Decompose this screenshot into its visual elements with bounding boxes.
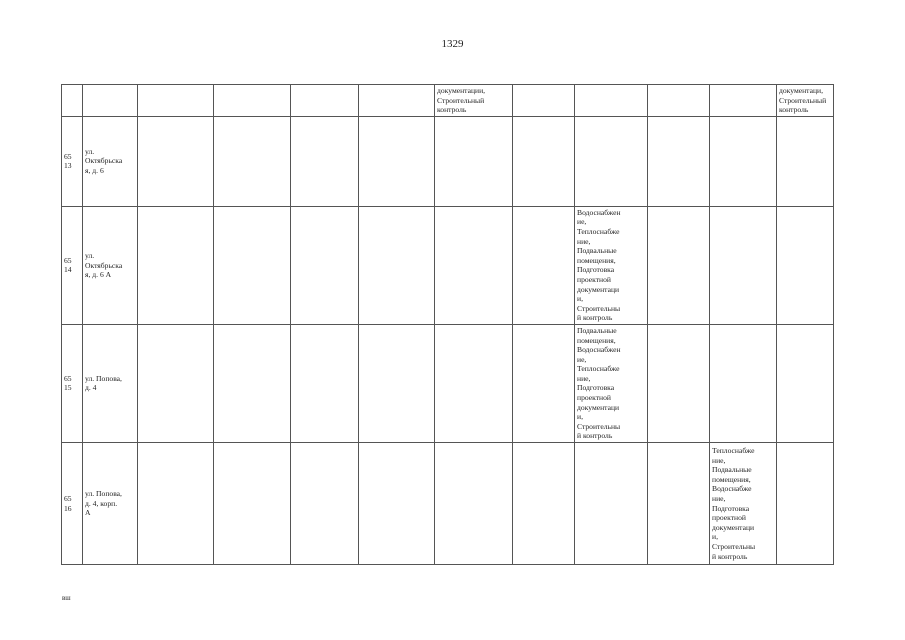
data-cell xyxy=(435,206,513,324)
row-number-cell xyxy=(62,324,83,442)
data-cell xyxy=(513,324,575,442)
data-cell xyxy=(214,116,291,206)
row-number-cell xyxy=(62,443,83,565)
data-cell xyxy=(138,443,214,565)
row-number-cell-text: 65 16 xyxy=(64,493,72,513)
data-cell xyxy=(777,85,834,117)
data-cell xyxy=(575,116,648,206)
row-number-cell xyxy=(62,116,83,206)
data-cell xyxy=(359,443,435,565)
data-cell xyxy=(138,206,214,324)
data-cell xyxy=(575,443,648,565)
data-cell-text: Подвальные помещения, Водоснабжен ие, Теплоснабже ние, Подготовка проектной документаци и, Строительны й контроль xyxy=(577,325,621,441)
data-cell xyxy=(435,85,513,117)
data-cell xyxy=(291,116,359,206)
data-cell xyxy=(214,206,291,324)
data-cell xyxy=(513,116,575,206)
row-number-cell-text: 65 13 xyxy=(64,151,72,171)
data-cell xyxy=(291,443,359,565)
data-cell xyxy=(214,443,291,565)
data-cell xyxy=(710,443,777,565)
address-cell xyxy=(83,116,138,206)
data-cell xyxy=(575,206,648,324)
row-number-cell xyxy=(62,206,83,324)
table-row xyxy=(62,85,834,117)
data-cell-text: документаци, Строительный контроль xyxy=(779,86,827,115)
page-number: 1329 xyxy=(441,38,464,50)
data-cell xyxy=(359,206,435,324)
address-cell xyxy=(83,443,138,565)
data-cell xyxy=(777,324,834,442)
address-cell-text: ул. Октябрьска я, д. 6 xyxy=(85,146,123,176)
row-number-cell-text: 65 14 xyxy=(64,255,72,275)
data-cell xyxy=(435,116,513,206)
data-cell xyxy=(359,324,435,442)
data-cell xyxy=(710,85,777,117)
data-cell-text: Теплоснабже ние, Подвальные помещения, Водоснабже ние, Подготовка проектной документаци и, Строительны й контроль xyxy=(712,445,756,561)
data-cell xyxy=(138,116,214,206)
address-cell xyxy=(83,85,138,117)
data-cell xyxy=(710,116,777,206)
data-cell xyxy=(648,443,710,565)
data-cell xyxy=(513,85,575,117)
address-cell-text: ул. Попова, д. 4 xyxy=(85,373,122,393)
data-cell xyxy=(513,443,575,565)
data-cell xyxy=(291,85,359,117)
data-cell xyxy=(777,206,834,324)
data-cell xyxy=(214,85,291,117)
data-cell xyxy=(777,116,834,206)
data-cell xyxy=(777,443,834,565)
address-cell xyxy=(83,206,138,324)
data-cell xyxy=(648,116,710,206)
data-cell xyxy=(710,324,777,442)
data-cell xyxy=(575,85,648,117)
row-number-cell-text: 65 15 xyxy=(64,373,72,393)
data-cell xyxy=(648,206,710,324)
table-row xyxy=(62,116,834,206)
footer-mark: вш xyxy=(62,594,71,602)
data-cell-text: Водоснабжен ие, Теплоснабже ние, Подвальные помещения, Подготовка проектной документаци и, Строительны й контроль xyxy=(577,207,621,323)
document-table xyxy=(61,84,834,565)
table-row xyxy=(62,443,834,565)
data-cell xyxy=(138,85,214,117)
data-cell xyxy=(359,85,435,117)
table-row xyxy=(62,206,834,324)
table-row xyxy=(62,324,834,442)
data-cell xyxy=(513,206,575,324)
data-cell xyxy=(648,85,710,117)
data-cell xyxy=(710,206,777,324)
data-cell xyxy=(291,324,359,442)
data-cell xyxy=(138,324,214,442)
data-cell xyxy=(214,324,291,442)
data-cell-text: документации, Строительный контроль xyxy=(437,86,486,115)
data-cell xyxy=(435,324,513,442)
data-cell xyxy=(359,116,435,206)
data-cell xyxy=(435,443,513,565)
address-cell xyxy=(83,324,138,442)
address-cell-text: ул. Октябрьска я, д. 6 А xyxy=(85,250,123,280)
data-cell xyxy=(648,324,710,442)
row-number-cell xyxy=(62,85,83,117)
address-cell-text: ул. Попова, д. 4, корп. А xyxy=(85,489,122,518)
data-cell xyxy=(575,324,648,442)
data-cell xyxy=(291,206,359,324)
